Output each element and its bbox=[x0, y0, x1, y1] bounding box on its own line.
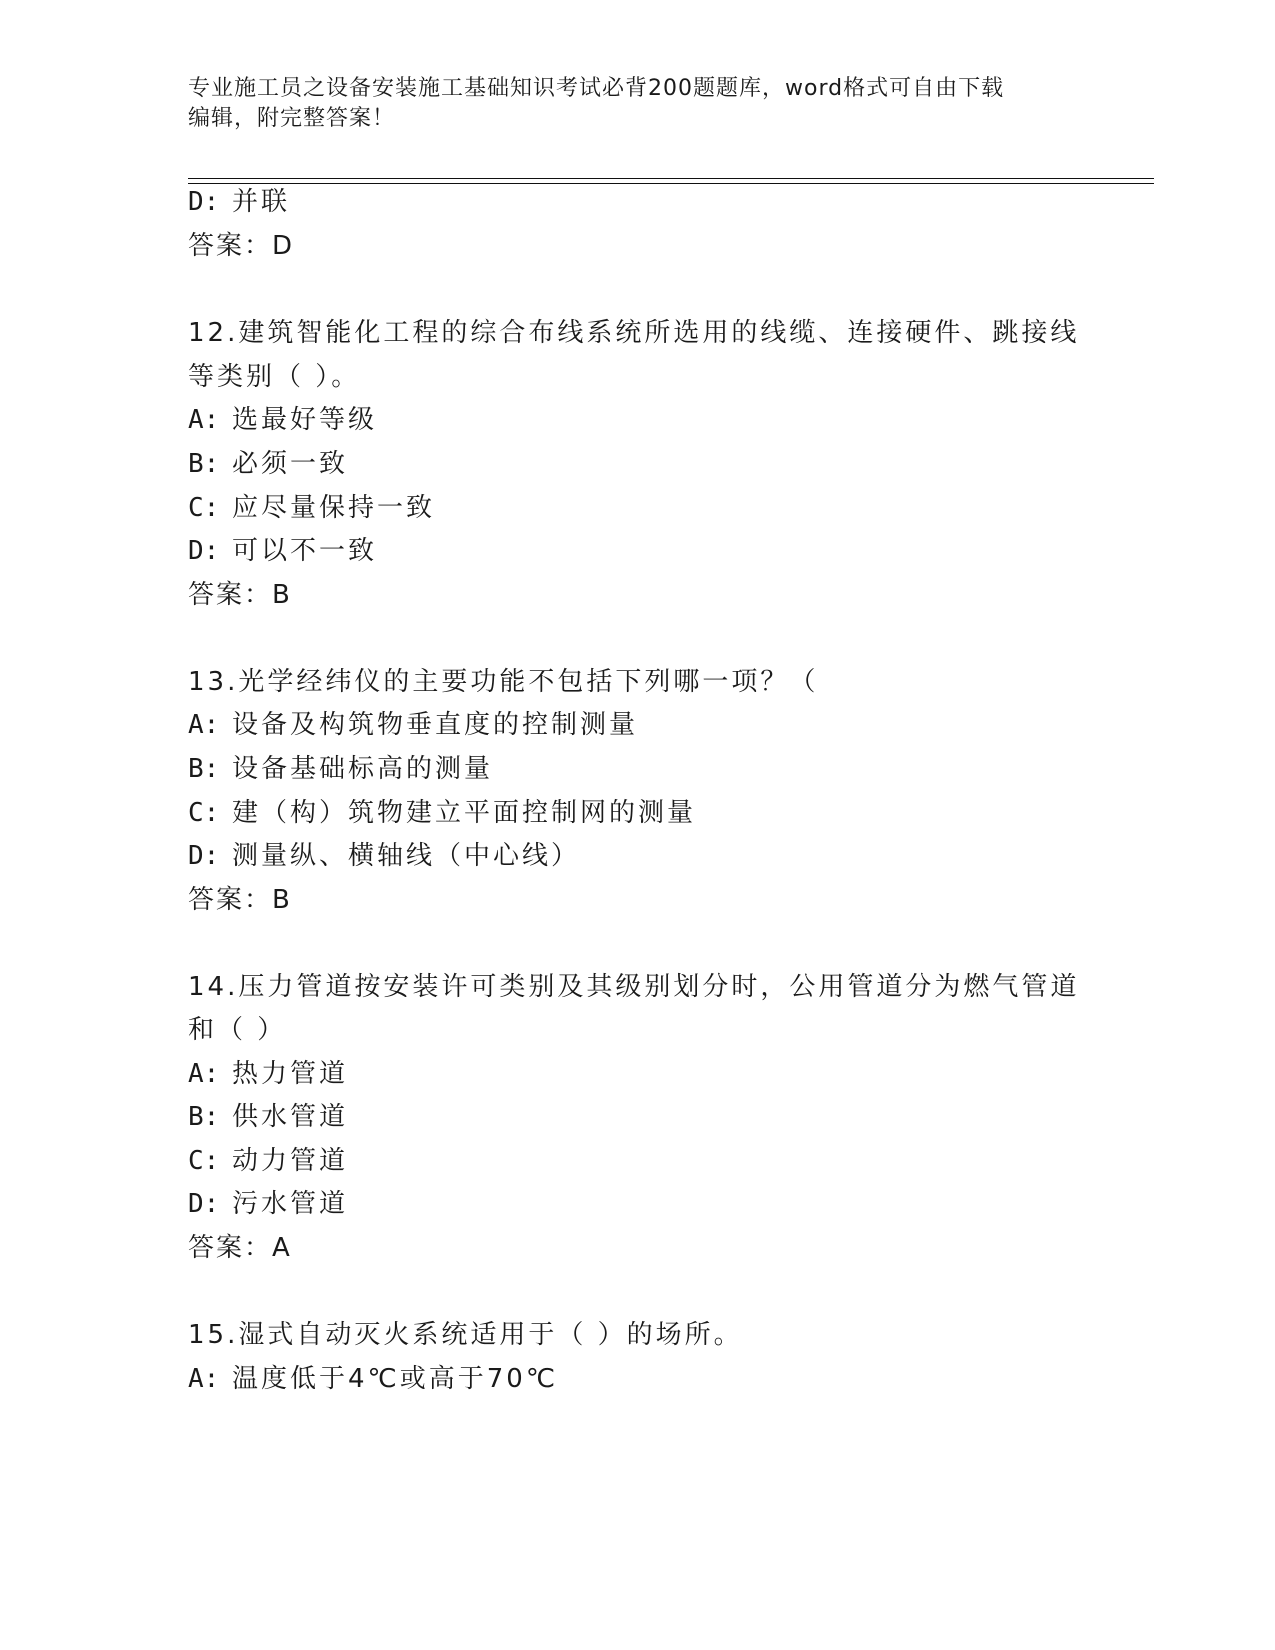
header-rule-bottom bbox=[188, 183, 1154, 184]
option-label: B: bbox=[188, 1102, 220, 1132]
q14-stem-line-2: 和（ ） bbox=[188, 1015, 287, 1045]
q13-stem-line-1: 13.光学经纬仪的主要功能不包括下列哪一项？（ bbox=[188, 667, 819, 697]
q12-option-c bbox=[188, 491, 435, 525]
q13-option-b bbox=[188, 752, 493, 786]
option-label: D: bbox=[188, 536, 220, 566]
q12-option-d bbox=[188, 534, 377, 568]
option-label: A: bbox=[188, 405, 220, 435]
option-label: B: bbox=[188, 449, 220, 479]
q12-stem-line-1: 12.建筑智能化工程的综合布线系统所选用的线缆、连接硬件、跳接线 bbox=[188, 318, 1080, 348]
option-label: B: bbox=[188, 754, 220, 784]
q15-option-a bbox=[188, 1362, 558, 1396]
header-line-1: 专业施工员之设备安装施工基础知识考试必背200题题库，word格式可自由下载 bbox=[188, 76, 1005, 101]
option-label: A: bbox=[188, 1059, 220, 1089]
q15-stem-line-1: 15.湿式自动灭火系统适用于（ ）的场所。 bbox=[188, 1320, 743, 1350]
q13-option-c bbox=[188, 796, 696, 830]
q13-option-a bbox=[188, 708, 638, 742]
answer-label: 答案： bbox=[188, 1233, 273, 1263]
option-text: 热力管道 bbox=[232, 1059, 349, 1089]
q14-stem-line-1: 14.压力管道按安装许可类别及其级别划分时，公用管道分为燃气管道 bbox=[188, 972, 1080, 1002]
option-text: 可以不一致 bbox=[232, 536, 378, 566]
option-text: 应尽量保持一致 bbox=[232, 493, 436, 523]
option-label: C: bbox=[188, 1146, 220, 1176]
answer-label: 答案： bbox=[188, 580, 273, 610]
option-text: 测量纵、横轴线（中心线） bbox=[232, 841, 581, 871]
answer-label: 答案： bbox=[188, 885, 273, 915]
option-text: 设备及构筑物垂直度的控制测量 bbox=[232, 710, 639, 740]
option-label: C: bbox=[188, 493, 220, 523]
option-text: 供水管道 bbox=[232, 1102, 349, 1132]
q13-answer bbox=[188, 883, 292, 917]
answer-value: B bbox=[272, 885, 292, 915]
q14-option-d bbox=[188, 1187, 348, 1221]
option-text: 并联 bbox=[232, 187, 291, 217]
option-label: D: bbox=[188, 1189, 220, 1219]
option-text: 设备基础标高的测量 bbox=[232, 754, 494, 784]
q12-stem-line-2: 等类别（ ）。 bbox=[188, 362, 361, 392]
option-text: 选最好等级 bbox=[232, 405, 378, 435]
q14-option-a bbox=[188, 1057, 348, 1091]
prev-answer bbox=[188, 229, 294, 263]
q12-option-b bbox=[188, 447, 348, 481]
answer-value: B bbox=[272, 580, 292, 610]
option-text: 必须一致 bbox=[232, 449, 349, 479]
answer-value: A bbox=[272, 1233, 292, 1263]
option-label: D: bbox=[188, 187, 220, 217]
option-label: A: bbox=[188, 710, 220, 740]
option-label: D: bbox=[188, 841, 220, 871]
option-label: C: bbox=[188, 798, 220, 828]
prev-option-d bbox=[188, 185, 290, 219]
q14-option-c bbox=[188, 1144, 348, 1178]
answer-label: 答案： bbox=[188, 231, 273, 261]
option-text: 建（构）筑物建立平面控制网的测量 bbox=[232, 798, 697, 828]
q12-answer bbox=[188, 578, 292, 612]
answer-value: D bbox=[272, 231, 295, 261]
q12-option-a bbox=[188, 403, 377, 437]
header-rule-top bbox=[188, 178, 1154, 179]
q14-option-b bbox=[188, 1100, 348, 1134]
q13-option-d bbox=[188, 839, 580, 873]
header-line-2: 编辑，附完整答案！ bbox=[188, 106, 396, 131]
page-header bbox=[188, 74, 1088, 134]
q14-answer bbox=[188, 1231, 292, 1265]
option-text: 温度低于4℃或高于70℃ bbox=[232, 1364, 559, 1394]
option-text: 动力管道 bbox=[232, 1146, 349, 1176]
option-text: 污水管道 bbox=[232, 1189, 349, 1219]
option-label: A: bbox=[188, 1364, 220, 1394]
